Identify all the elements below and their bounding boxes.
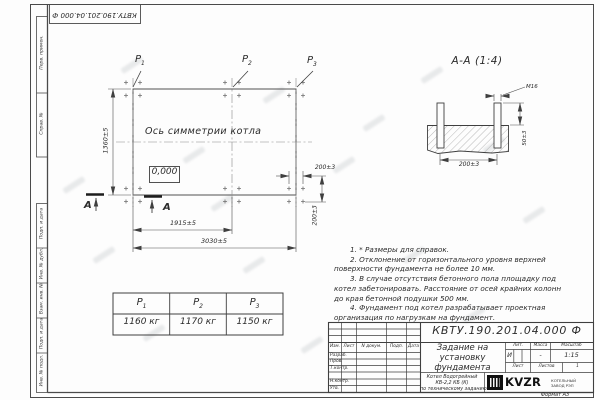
notes-block — [334, 245, 570, 323]
format-label: Формат А3 — [540, 392, 570, 398]
dim-bolt-200-horizontal: 200±3 — [314, 164, 336, 171]
kvzr-logo-mark — [487, 375, 503, 390]
margin-label-perv-primen: Перв. примен. — [39, 35, 45, 70]
dim-bolt-200-vertical: 200±3 — [311, 205, 319, 226]
lit-header: Лит. — [513, 342, 523, 348]
boiler-axis-label: Ось симметрии котла — [145, 126, 262, 137]
drawing-title-line1: Задание на — [436, 343, 489, 353]
margin-label-inv-podl: Инв. № подл. — [39, 354, 45, 387]
mass-value: - — [539, 351, 542, 359]
section-letter-left: А — [84, 200, 92, 211]
dim-50: 50±3 — [521, 130, 528, 146]
dim-1360: 1360±5 — [101, 127, 110, 154]
lit-value: И — [507, 351, 512, 359]
row-label-prov: Пров. — [330, 359, 343, 364]
elevation-value: 0,000 — [151, 167, 178, 177]
thread-label-m16: М16 — [526, 84, 538, 90]
scale-value: 1:15 — [564, 351, 579, 359]
mass-header: Масса — [533, 342, 548, 348]
product-name-line2: КВ-2,2 КБ (К) — [435, 380, 469, 386]
note-2: 2. Отклонение от горизонтального уровня верхней поверхности фундамента не более 10 мм. — [334, 254, 546, 274]
table-header-p1: $Р_1$ — [136, 297, 147, 310]
logo-subtext-line2: ЗАВОД РЭП — [551, 382, 574, 388]
section-view-lines — [428, 87, 526, 165]
sheet-label: Лист — [512, 363, 524, 369]
sheets-label: Листов — [538, 363, 555, 369]
dim-1915: 1915±5 — [169, 219, 197, 227]
plan-dimensions — [108, 89, 326, 252]
note-4: 4. Фундамент под котел разрабатывает проектная организация по нагрузкам на фундамент. — [334, 303, 546, 322]
table-value-p3: 1150 кг — [236, 317, 273, 327]
note-3: 3. В случае отсутствия бетонного пола площадку под котел забетонировать. Расстояние от осей крайних колонн до края бетонной подушки 500 мм. — [334, 274, 562, 303]
row-label-nkontr: Н.контр. — [330, 379, 350, 384]
drawing-title-line2: установку — [439, 353, 486, 363]
table-value-p1: 1160 кг — [123, 317, 160, 327]
col-header-izm: Изм. — [329, 344, 341, 349]
margin-label-vzam-inv: Взам. инв. № — [39, 282, 45, 315]
load-label-p2: $Р_2$ — [242, 54, 252, 67]
top-stamp-number: КВТУ.190.201.04.000 Ф — [52, 11, 137, 19]
dim-200-section: 200±3 — [458, 161, 480, 168]
margin-label-inv-dubl: Инв. № дубл. — [39, 247, 45, 280]
plan-view-lines — [86, 71, 313, 213]
scale-header: Масштаб — [561, 342, 582, 348]
col-header-podp: Подп. — [389, 344, 403, 349]
row-label-razrab: Разраб. — [330, 352, 347, 358]
margin-label-podp-data-2: Подп. и дата — [39, 317, 45, 350]
product-name-line1: Котел Водогрейный — [426, 374, 478, 380]
sheets-value: 1 — [576, 363, 579, 369]
kvzr-logo-text: KVZR — [505, 375, 542, 389]
col-header-list: Лист — [343, 344, 355, 349]
note-1: 1. * Размеры для справок. — [350, 245, 449, 254]
row-label-utv: Утв. — [330, 385, 340, 391]
dim-3030: 3030±5 — [200, 237, 228, 245]
section-title: А-А (1:4) — [451, 55, 503, 67]
logo-subtext-line1: КОТЕЛЬНЫЙ — [551, 377, 576, 383]
table-header-p3: $Р_3$ — [249, 297, 260, 310]
load-label-p3: $Р_3$ — [307, 55, 317, 68]
drawing-title-line3: фундамента — [434, 363, 491, 373]
col-header-data: Дата — [407, 344, 420, 349]
doc-number: КВТУ.190.201.04.000 Ф — [432, 324, 582, 337]
margin-label-podp-data-1: Подп. и дата — [39, 207, 45, 240]
row-label-tkontr: Т.контр. — [330, 365, 349, 371]
table-value-p2: 1170 кг — [180, 317, 216, 327]
table-header-p2: $Р_2$ — [193, 297, 203, 310]
section-letter-right: А — [163, 202, 171, 213]
load-label-p1: $Р_1$ — [135, 54, 145, 67]
margin-label-sprav-n: Справ. № — [39, 112, 45, 135]
col-header-ndokum: N докум. — [361, 344, 382, 349]
product-name-line3: по техническому заданию — [420, 386, 487, 392]
